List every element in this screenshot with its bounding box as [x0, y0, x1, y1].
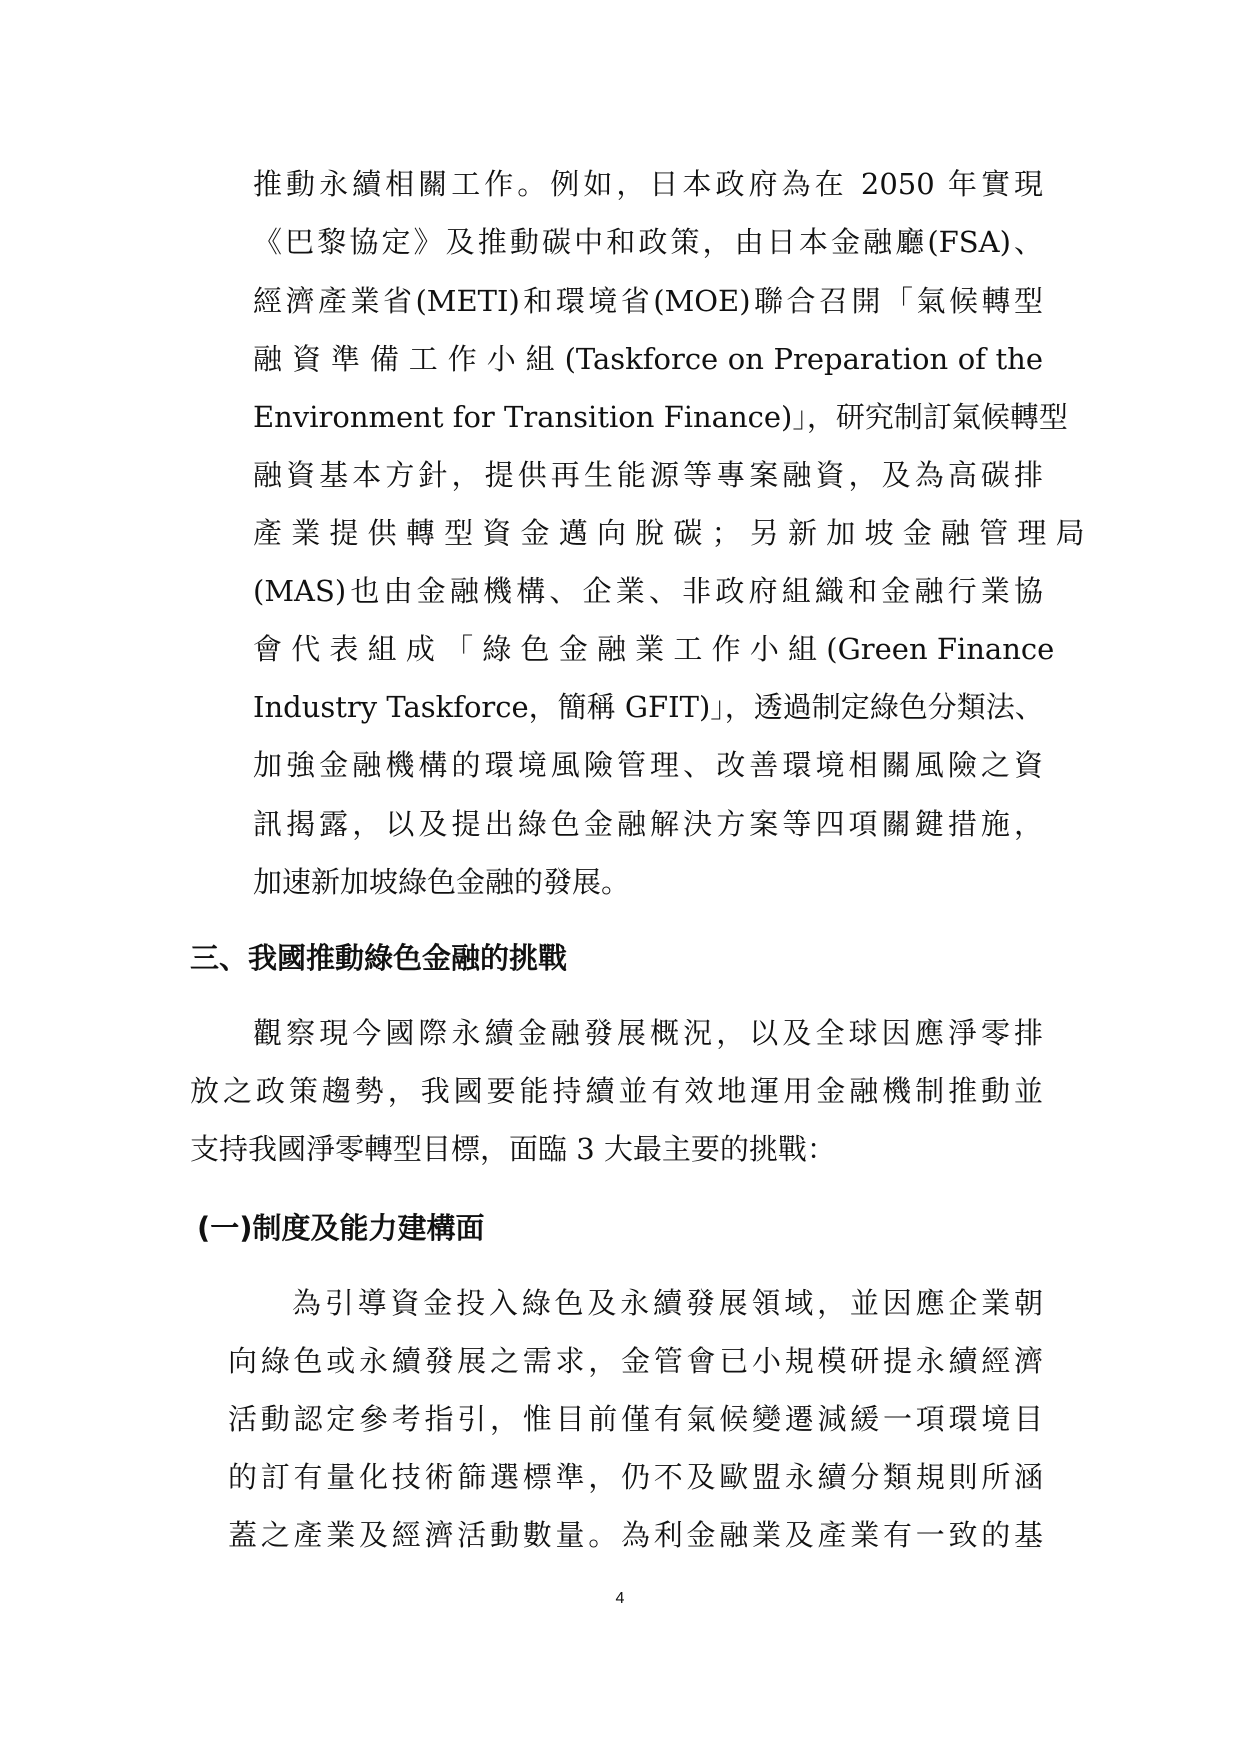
text-line: Industry Taskforce，簡稱 GFIT)」，透過制定綠色分類法、 — [253, 690, 1044, 724]
text-line: 會 代 表 組 成 「 綠 色 金 融 業 工 作 小 組 (Green Finance — [253, 632, 1055, 666]
text-line: 訊揭露，以及提出綠色金融解決方案等四項關鍵措施， — [253, 807, 1043, 841]
text-line: 加強金融機構的環境風險管理、改善環境相關風險之資 — [253, 748, 1043, 782]
text-line: 為引導資金投入綠色及永續發展領域，並因應企業朝 — [292, 1286, 1043, 1320]
text-line: 推動永續相關工作。例如，日本政府為在 2050 年實現 — [253, 167, 1043, 201]
text-line: 放之政策趨勢，我國要能持續並有效地運用金融機制推動並 — [190, 1074, 1043, 1108]
text-line: 融資基本方針，提供再生能源等專案融資，及為高碳排 — [253, 458, 1043, 492]
subsection-heading: (一)制度及能力建構面 — [197, 1211, 485, 1245]
text-line: (MAS)也由金融機構、企業、非政府組織和金融行業協 — [253, 574, 1043, 608]
text-line: 加速新加坡綠色金融的發展。 — [253, 865, 631, 899]
text-line: 活動認定參考指引，惟目前僅有氣候變遷減緩一項環境目 — [228, 1402, 1043, 1436]
text-line: 產 業 提 供 轉 型 資 金 邁 向 脫 碳 ； 另 新 加 坡 金 融 管 理 局 — [253, 516, 1085, 550]
text-line: 向綠色或永續發展之需求，金管會已小規模研提永續經濟 — [228, 1344, 1043, 1378]
text-line: 經濟產業省(METI)和環境省(MOE)聯合召開「氣候轉型 — [253, 284, 1043, 318]
text-line: 《巴黎協定》及推動碳中和政策，由日本金融廳(FSA)、 — [253, 225, 1043, 259]
text-line: 支持我國淨零轉型目標，面臨 3 大最主要的挑戰： — [190, 1132, 836, 1166]
section-heading: 三、我國推動綠色金融的挑戰 — [190, 941, 568, 975]
text-line: 觀察現今國際永續金融發展概況，以及全球因應淨零排 — [253, 1016, 1043, 1050]
text-line: 融 資 準 備 工 作 小 組 (Taskforce on Preparation of the — [253, 342, 1043, 376]
text-line: 的訂有量化技術篩選標準，仍不及歐盟永續分類規則所涵 — [228, 1460, 1043, 1494]
text-line: 蓋之產業及經濟活動數量。為利金融業及產業有一致的基 — [228, 1518, 1043, 1552]
text-line: Environment for Transition Finance)」，研究制訂氣候轉型 — [253, 400, 1068, 434]
page-number: 4 — [615, 1590, 625, 1607]
